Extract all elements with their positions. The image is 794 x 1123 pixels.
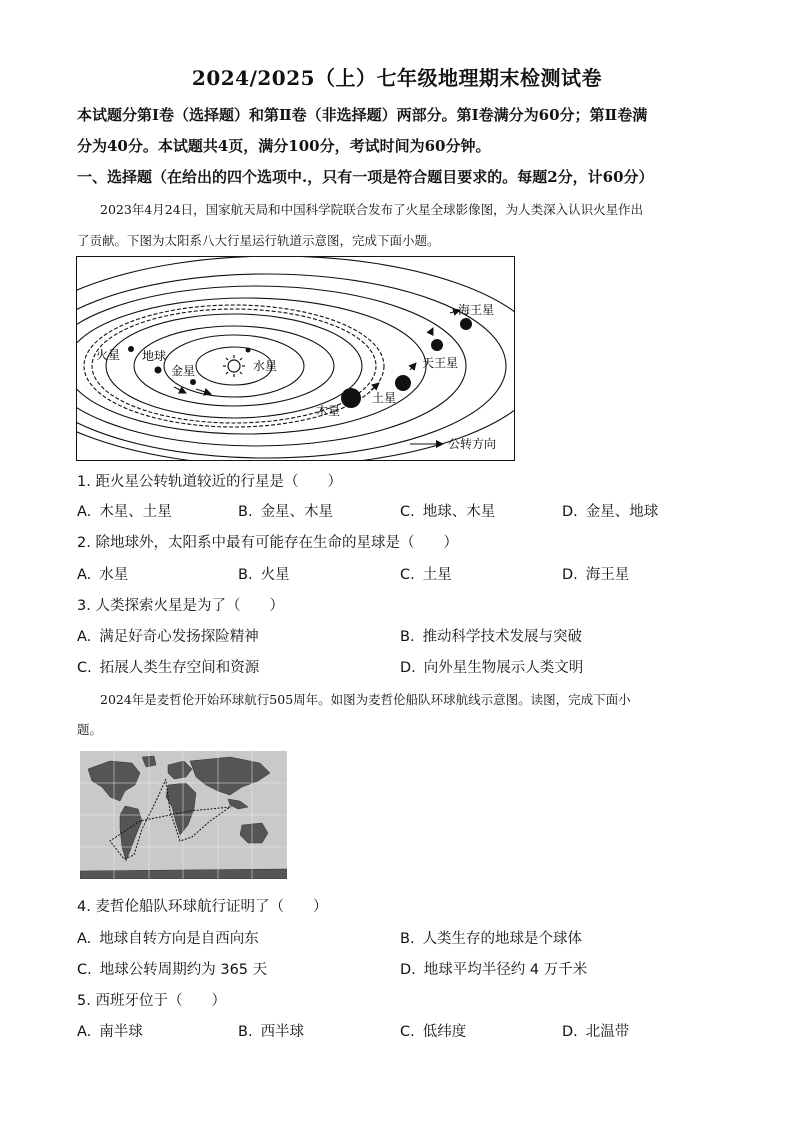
- q2-option-b[interactable]: B. 火星: [238, 567, 290, 583]
- q3-option-c[interactable]: C. 拓展人类生存空间和资源: [77, 660, 260, 676]
- passage-2-line-2: 题。: [77, 722, 103, 737]
- question-3-stem: 3. 人类探索火星是为了（ ）: [77, 598, 284, 614]
- q4-option-b[interactable]: B. 人类生存的地球是个球体: [400, 931, 583, 947]
- neptune-dot: [460, 318, 472, 330]
- label-uranus: 天王星: [422, 356, 459, 370]
- intro-line-1: 本试题分第Ⅰ卷（选择题）和第Ⅱ卷（非选择题）两部分。第Ⅰ卷满分为60分；第Ⅱ卷满: [77, 106, 648, 124]
- label-saturn: 土星: [372, 391, 397, 405]
- q2-option-d[interactable]: D. 海王星: [562, 567, 630, 583]
- section-heading: 一、选择题（在给出的四个选项中.，只有一项是符合题目要求的。每题2分，计60分）: [77, 168, 654, 186]
- venus-dot: [190, 379, 196, 385]
- label-jupiter: 木星: [316, 404, 341, 418]
- solar-system-diagram: [76, 256, 516, 461]
- uranus-dot: [431, 339, 443, 351]
- earth-dot: [155, 367, 162, 374]
- q2-option-a[interactable]: A. 水星: [77, 567, 129, 583]
- q5-option-b[interactable]: B. 西半球: [238, 1024, 305, 1040]
- q1-option-d[interactable]: D. 金星、地球: [562, 504, 659, 520]
- q5-option-c[interactable]: C. 低纬度: [400, 1024, 467, 1040]
- q5-option-a[interactable]: A. 南半球: [77, 1024, 143, 1040]
- saturn-dot: [395, 375, 411, 391]
- jupiter-dot: [341, 388, 361, 408]
- label-mercury: 水星: [253, 359, 278, 373]
- q2-option-c[interactable]: C. 土星: [400, 567, 452, 583]
- q5-option-d[interactable]: D. 北温带: [562, 1024, 630, 1040]
- q3-option-a[interactable]: A. 满足好奇心发扬探险精神: [77, 629, 259, 645]
- mercury-dot: [246, 348, 251, 353]
- magellan-route-map: [80, 751, 287, 879]
- passage-1-line-2: 了贡献。下图为太阳系八大行星运行轨道示意图，完成下面小题。: [77, 233, 440, 248]
- q3-option-b[interactable]: B. 推动科学技术发展与突破: [400, 629, 583, 645]
- label-venus: 金星: [171, 364, 196, 378]
- passage-1-line-1: 2023年4月24日，国家航天局和中国科学院联合发布了火星全球影像图，为人类深入认识火星作出: [100, 202, 644, 217]
- q1-option-c[interactable]: C. 地球、木星: [400, 504, 496, 520]
- question-2-stem: 2. 除地球外，太阳系中最有可能存在生命的星球是（ ）: [77, 535, 458, 551]
- question-1-stem: 1. 距火星公转轨道较近的行星是（ ）: [77, 474, 342, 490]
- q4-option-a[interactable]: A. 地球自转方向是自西向东: [77, 931, 259, 947]
- q4-option-c[interactable]: C. 地球公转周期约为 365 天: [77, 962, 268, 978]
- mars-dot: [128, 346, 134, 352]
- antarctica-shape: [80, 869, 287, 879]
- label-earth: 地球: [142, 349, 167, 363]
- question-5-stem: 5. 西班牙位于（ ）: [77, 993, 226, 1009]
- legend-label: 公转方向: [448, 437, 497, 451]
- q4-option-d[interactable]: D. 地球平均半径约 4 万千米: [400, 962, 588, 978]
- intro-line-2: 分为40分。本试题共4页，满分100分，考试时间为60分钟。: [77, 137, 491, 155]
- passage-2-line-1: 2024年是麦哲伦开始环球航行505周年。如图为麦哲伦船队环球航线示意图。读图，完成下面小: [100, 692, 631, 707]
- label-neptune: 海王星: [458, 303, 495, 317]
- q1-option-b[interactable]: B. 金星、木星: [238, 504, 334, 520]
- page-title: 2024/2025（上）七年级地理期末检测试卷: [191, 66, 603, 90]
- question-4-stem: 4. 麦哲伦船队环球航行证明了（ ）: [77, 899, 328, 915]
- label-mars: 火星: [96, 348, 121, 362]
- q1-option-a[interactable]: A. 木星、土星: [77, 504, 172, 520]
- q3-option-d[interactable]: D. 向外星生物展示人类文明: [400, 660, 584, 676]
